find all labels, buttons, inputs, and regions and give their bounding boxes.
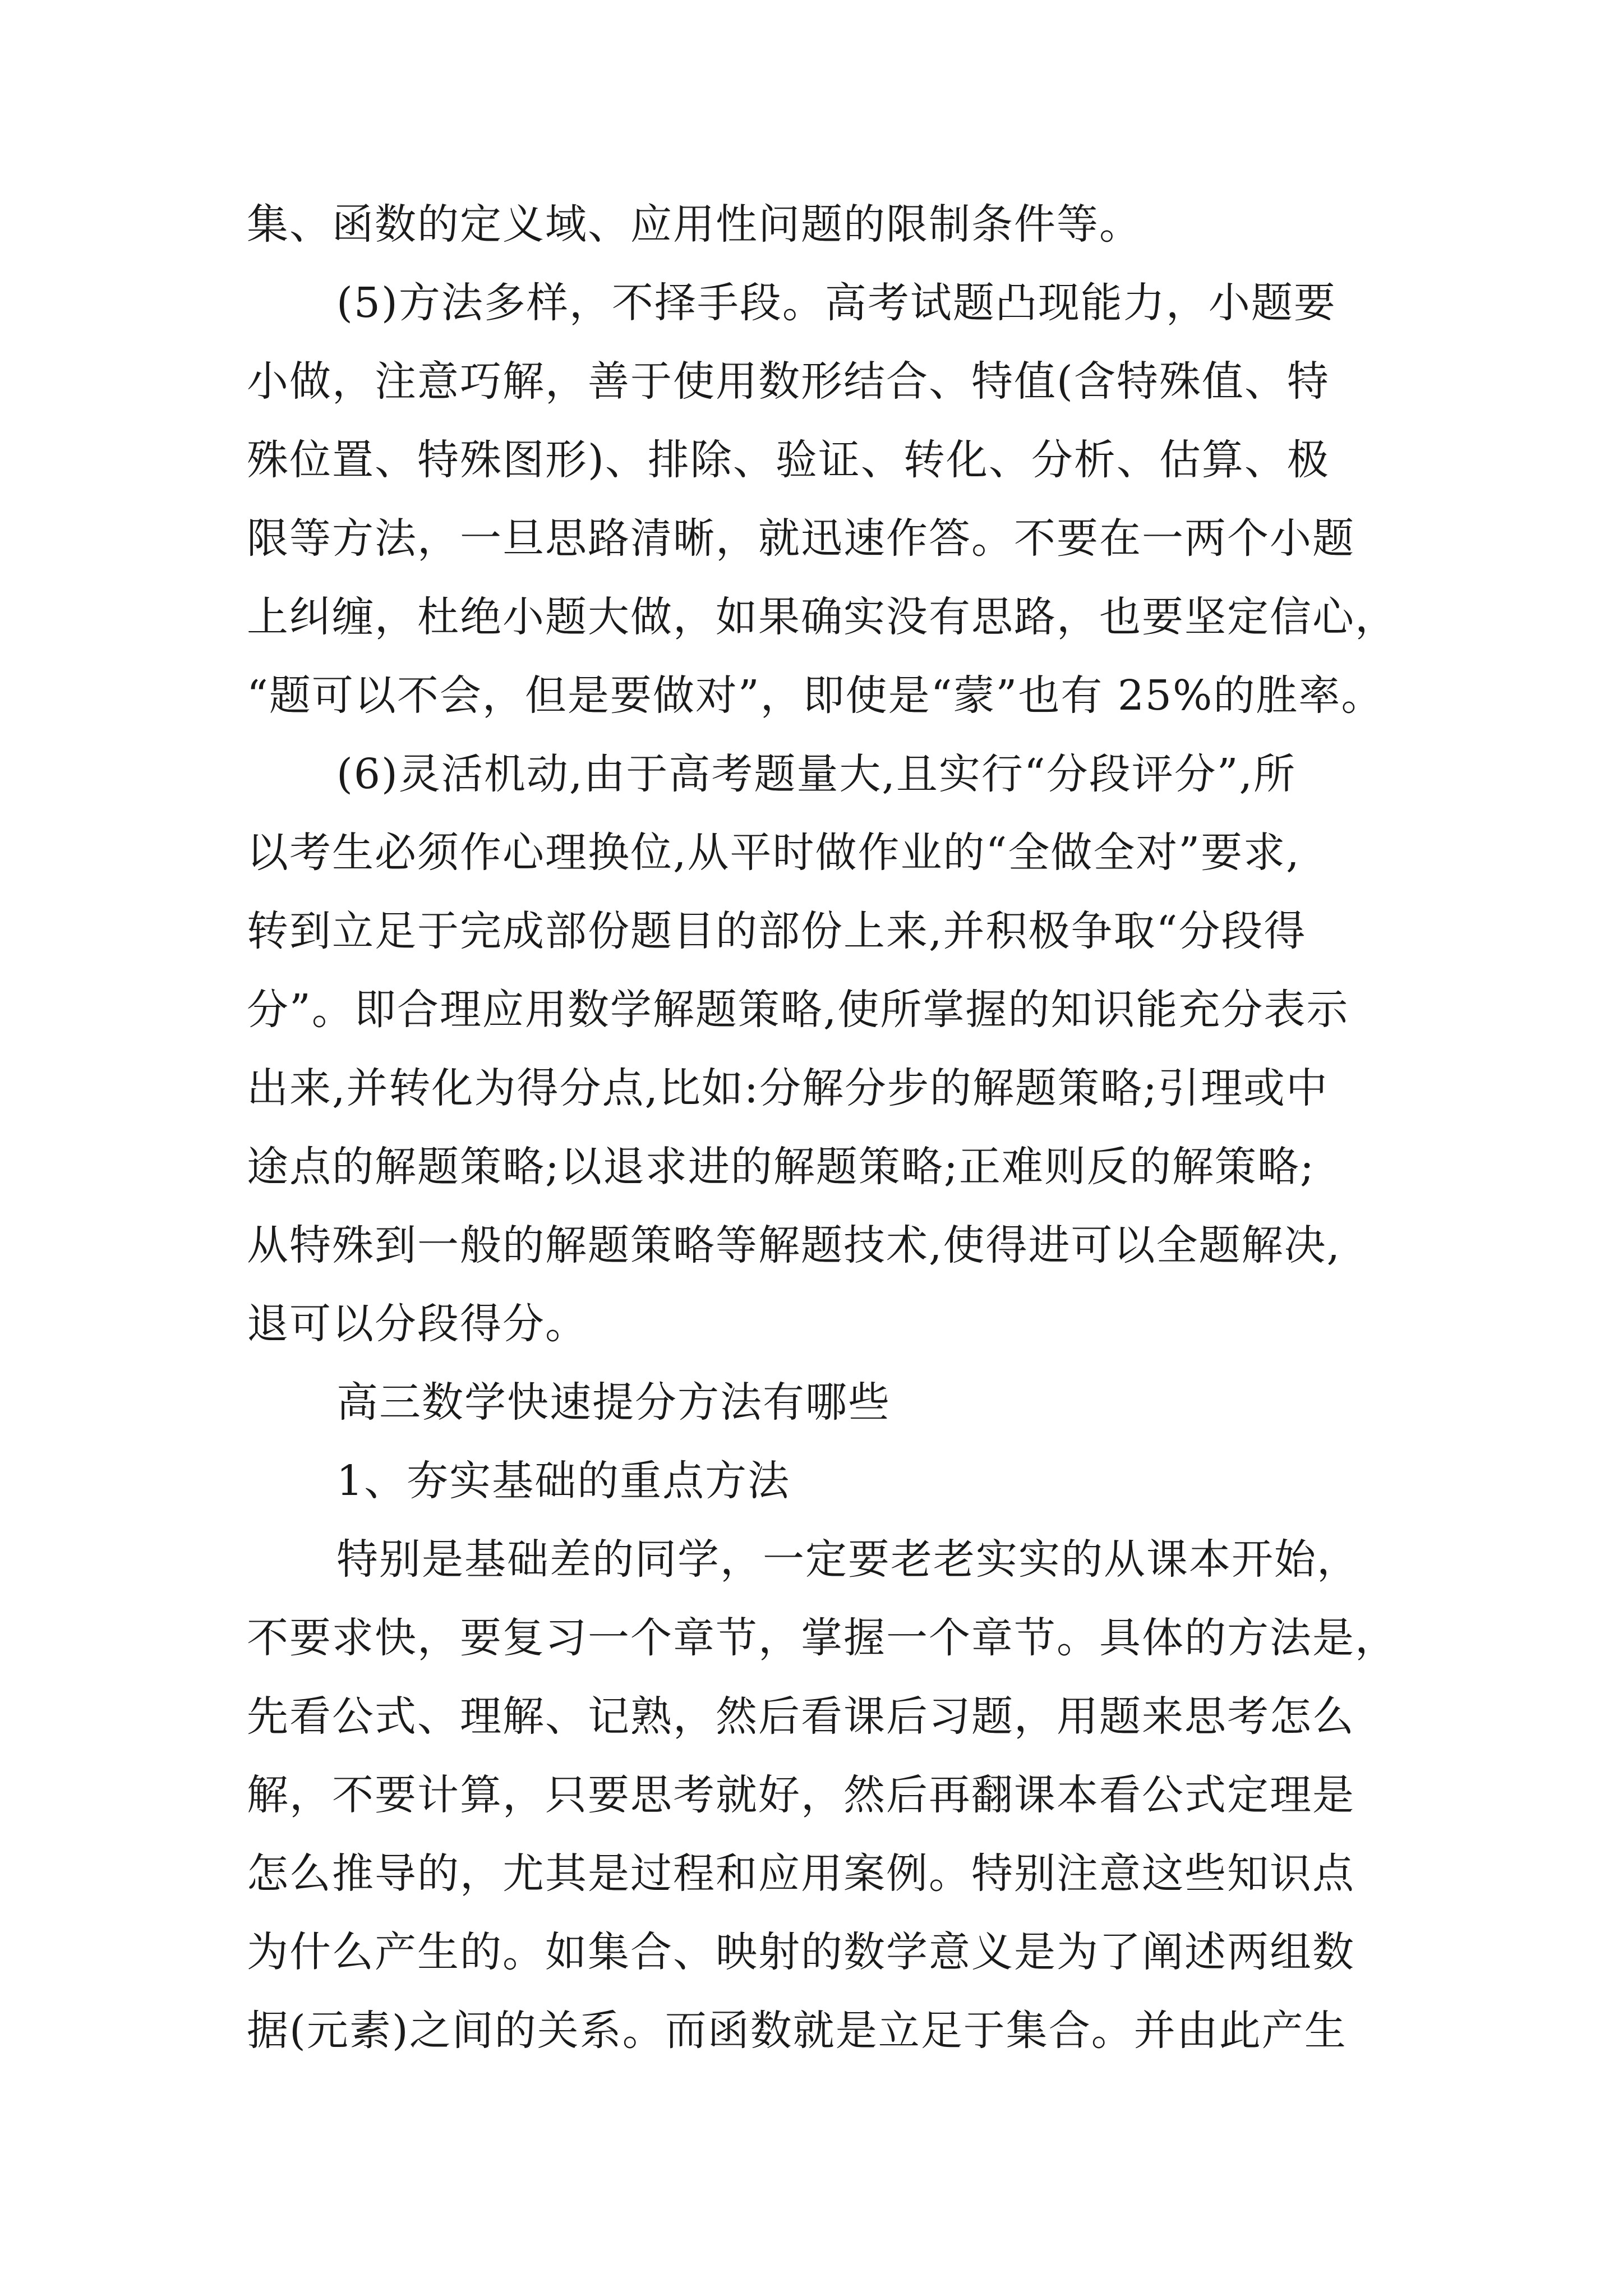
subsection-heading: 1、夯实基础的重点方法 bbox=[336, 1457, 791, 1505]
text-line: 小做，注意巧解，善于使用数形结合、特值(含特殊值、特 bbox=[247, 357, 1330, 406]
text-line: 先看公式、理解、记熟，然后看课后习题，用题来思考怎么 bbox=[247, 1692, 1355, 1741]
text-line: 据(元素)之间的关系。而函数就是立足于集合。并由此产生 bbox=[247, 2007, 1347, 2055]
paragraph-line: (6)灵活机动,由于高考题量大,且实行“分段评分”,所 bbox=[336, 750, 1297, 798]
paragraph-line: (5)方法多样，不择手段。高考试题凸现能力，小题要 bbox=[336, 279, 1336, 327]
text-line: 出来,并转化为得分点,比如:分解分步的解题策略;引理或中 bbox=[247, 1064, 1329, 1112]
text-line: 分”。即合理应用数学解题策略,使所掌握的知识能充分表示 bbox=[247, 986, 1349, 1034]
text-line: 以考生必须作心理换位,从平时做作业的“全做全对”要求, bbox=[247, 829, 1301, 877]
text-line: 不要求快，要复习一个章节，掌握一个章节。具体的方法是， bbox=[247, 1614, 1398, 1662]
text-line: “题可以不会，但是要做对”，即使是“蒙”也有 25%的胜率。 bbox=[247, 671, 1384, 720]
text-line: 途点的解题策略;以退求进的解题策略;正难则反的解策略; bbox=[247, 1143, 1315, 1191]
text-line: 为什么产生的。如集合、映射的数学意义是为了阐述两组数 bbox=[247, 1928, 1355, 1976]
text-line: 殊位置、特殊图形)、排除、验证、转化、分析、估算、极 bbox=[247, 436, 1330, 484]
text-line: 限等方法，一旦思路清晰，就迅速作答。不要在一两个小题 bbox=[247, 514, 1355, 563]
text-line: 怎么推导的，尤其是过程和应用案例。特别注意这些知识点 bbox=[247, 1849, 1355, 1898]
paragraph-line: 特别是基础差的同学，一定要老老实实的从课本开始， bbox=[336, 1535, 1359, 1584]
text-line: 转到立足于完成部份题目的部份上来,并积极争取“分段得 bbox=[247, 907, 1307, 955]
text-line: 从特殊到一般的解题策略等解题技术,使得进可以全题解决, bbox=[247, 1221, 1341, 1269]
text-line: 集、函数的定义域、应用性问题的限制条件等。 bbox=[247, 200, 1142, 249]
text-line: 上纠缠，杜绝小题大做，如果确实没有思路，也要坚定信心， bbox=[247, 593, 1398, 641]
section-heading: 高三数学快速提分方法有哪些 bbox=[336, 1378, 891, 1427]
text-line: 退可以分段得分。 bbox=[247, 1300, 588, 1348]
body-text bbox=[247, 185, 1398, 2070]
text-line: 解，不要计算，只要思考就好，然后再翻课本看公式定理是 bbox=[247, 1771, 1355, 1819]
